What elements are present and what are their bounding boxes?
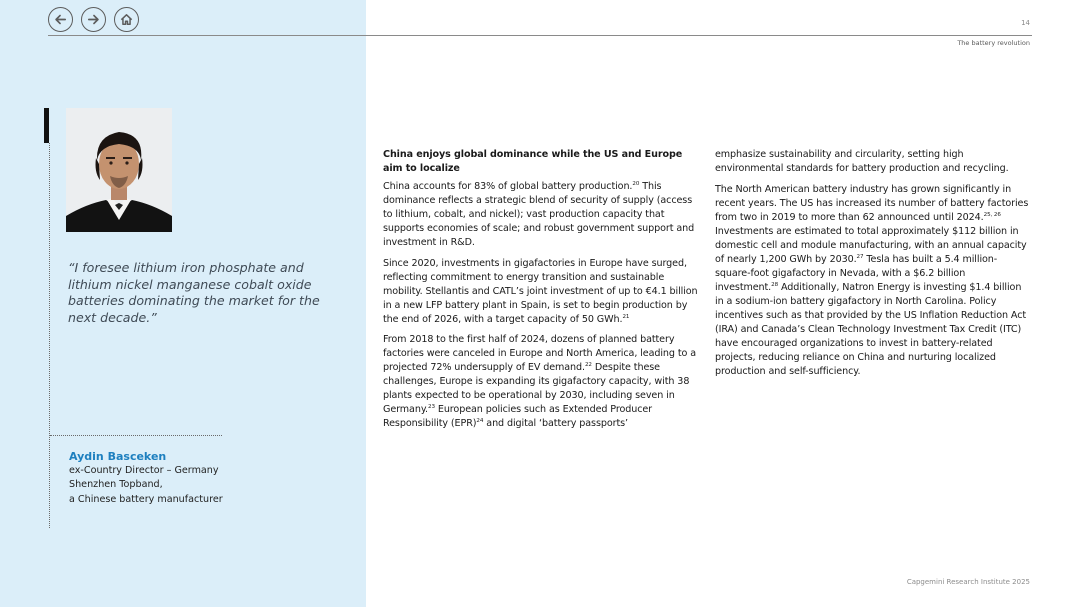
page-number: 14 (1021, 19, 1030, 27)
forward-button[interactable] (81, 7, 106, 32)
pull-quote: “I foresee lithium iron phosphate and lithium nickel manganese cobalt oxide batteries dominating the market for the next decade.” (68, 260, 320, 325)
home-icon (119, 12, 134, 27)
header-rule (48, 35, 1032, 36)
paragraph: emphasize sustainability and circularity, setting high environmental standards for battery production and recycling. (715, 149, 1009, 174)
dotted-rule-horizontal (50, 435, 222, 436)
arrow-left-icon (53, 12, 68, 27)
person-role-line: ex-Country Director – Germany (69, 465, 219, 476)
footnote-ref[interactable]: 25, 26 (983, 211, 1001, 218)
back-button[interactable] (48, 7, 73, 32)
footnote-ref[interactable]: 21 (622, 313, 630, 320)
paragraph: China accounts for 83% of global battery production.$^{20}$ This dominance reflects a strategic blend of security of supply (access to lithium, cobalt, and nickel); vast production capacity that supports economies of scale; and robust government support and investment in R&D. (383, 180, 695, 248)
article-column-right (715, 148, 1031, 385)
footer-credit: Capgemini Research Institute 2025 (906, 578, 1030, 586)
dotted-rule-vertical (49, 143, 50, 528)
person-name: Aydin Basceken (69, 450, 167, 463)
person-company-line: Shenzhen Topband, (69, 479, 163, 491)
article-column-left (383, 148, 699, 438)
accent-bar (44, 108, 49, 143)
navigation-bar (48, 7, 139, 32)
footnote-ref[interactable]: 20 (632, 180, 640, 187)
footnote-ref[interactable]: 22 (584, 361, 592, 368)
person-description-line: a Chinese battery manufacturer (69, 493, 223, 505)
footnote-ref[interactable]: 23 (427, 403, 435, 410)
paragraph: Since 2020, investments in gigafactories in Europe have surged, reflecting commitment to energy transition and sustainable mobility. Stellantis and CATL’s joint investment of up to €4.1 billion in a new LFP battery plant in Spain, is set to begin production by the end of 2026, with a target capacity of 50 GWh.$^{21}$ (383, 257, 698, 325)
footnote-ref[interactable]: 28 (771, 281, 779, 288)
arrow-right-icon (86, 12, 101, 27)
portrait-photo (66, 108, 172, 232)
footnote-ref[interactable]: 27 (856, 253, 864, 260)
footnote-ref[interactable]: 24 (476, 417, 484, 424)
home-button[interactable] (114, 7, 139, 32)
person-portrait (66, 108, 172, 232)
section-heading: China enjoys global dominance while the US and Europe aim to localize (383, 149, 683, 174)
paragraph: From 2018 to the first half of 2024, dozens of planned battery factories were canceled in Europe and North America, leading to a projected 72% undersupply of EV demand.$^{22}$ Despite these challenges, Europe is expanding its gigafactory capacity, with 38 plants expected to be operational by 2030, including seven in Germany.$^{23}$ European policies such as Extended Producer Responsibility (EPR)$^{24}$ and digital ‘battery passports’ (383, 334, 696, 429)
paragraph: The North American battery industry has grown significantly in recent years. The US has increased its number of battery factories from two in 2019 to more than 62 announced until 2024.$^{25, 26}$ Investments are estimated to total approximately $112 billion in domestic cell and module manufacturing, with an annual capacity of nearly 1,200 GWh by 2030.27 Tesla has built a 5.4 million-square-foot gigafactory in Nevada, with a $6.2 billion investment.$^{28}$ Additionally, Natron Energy is investing $1.4 billion in a sodium-ion battery gigafactory in North Carolina. Policy incentives such as that provided by the US Inflation Reduction Act (IRA) and Canada’s Clean Technology Investment Tax Credit (ITC) have encouraged organizations to invest in battery-related projects, reducing reliance on China and nurturing localized production and self-sufficiency. (715, 183, 1029, 377)
person-attribution (69, 449, 309, 507)
running-title: The battery revolution (957, 39, 1030, 47)
